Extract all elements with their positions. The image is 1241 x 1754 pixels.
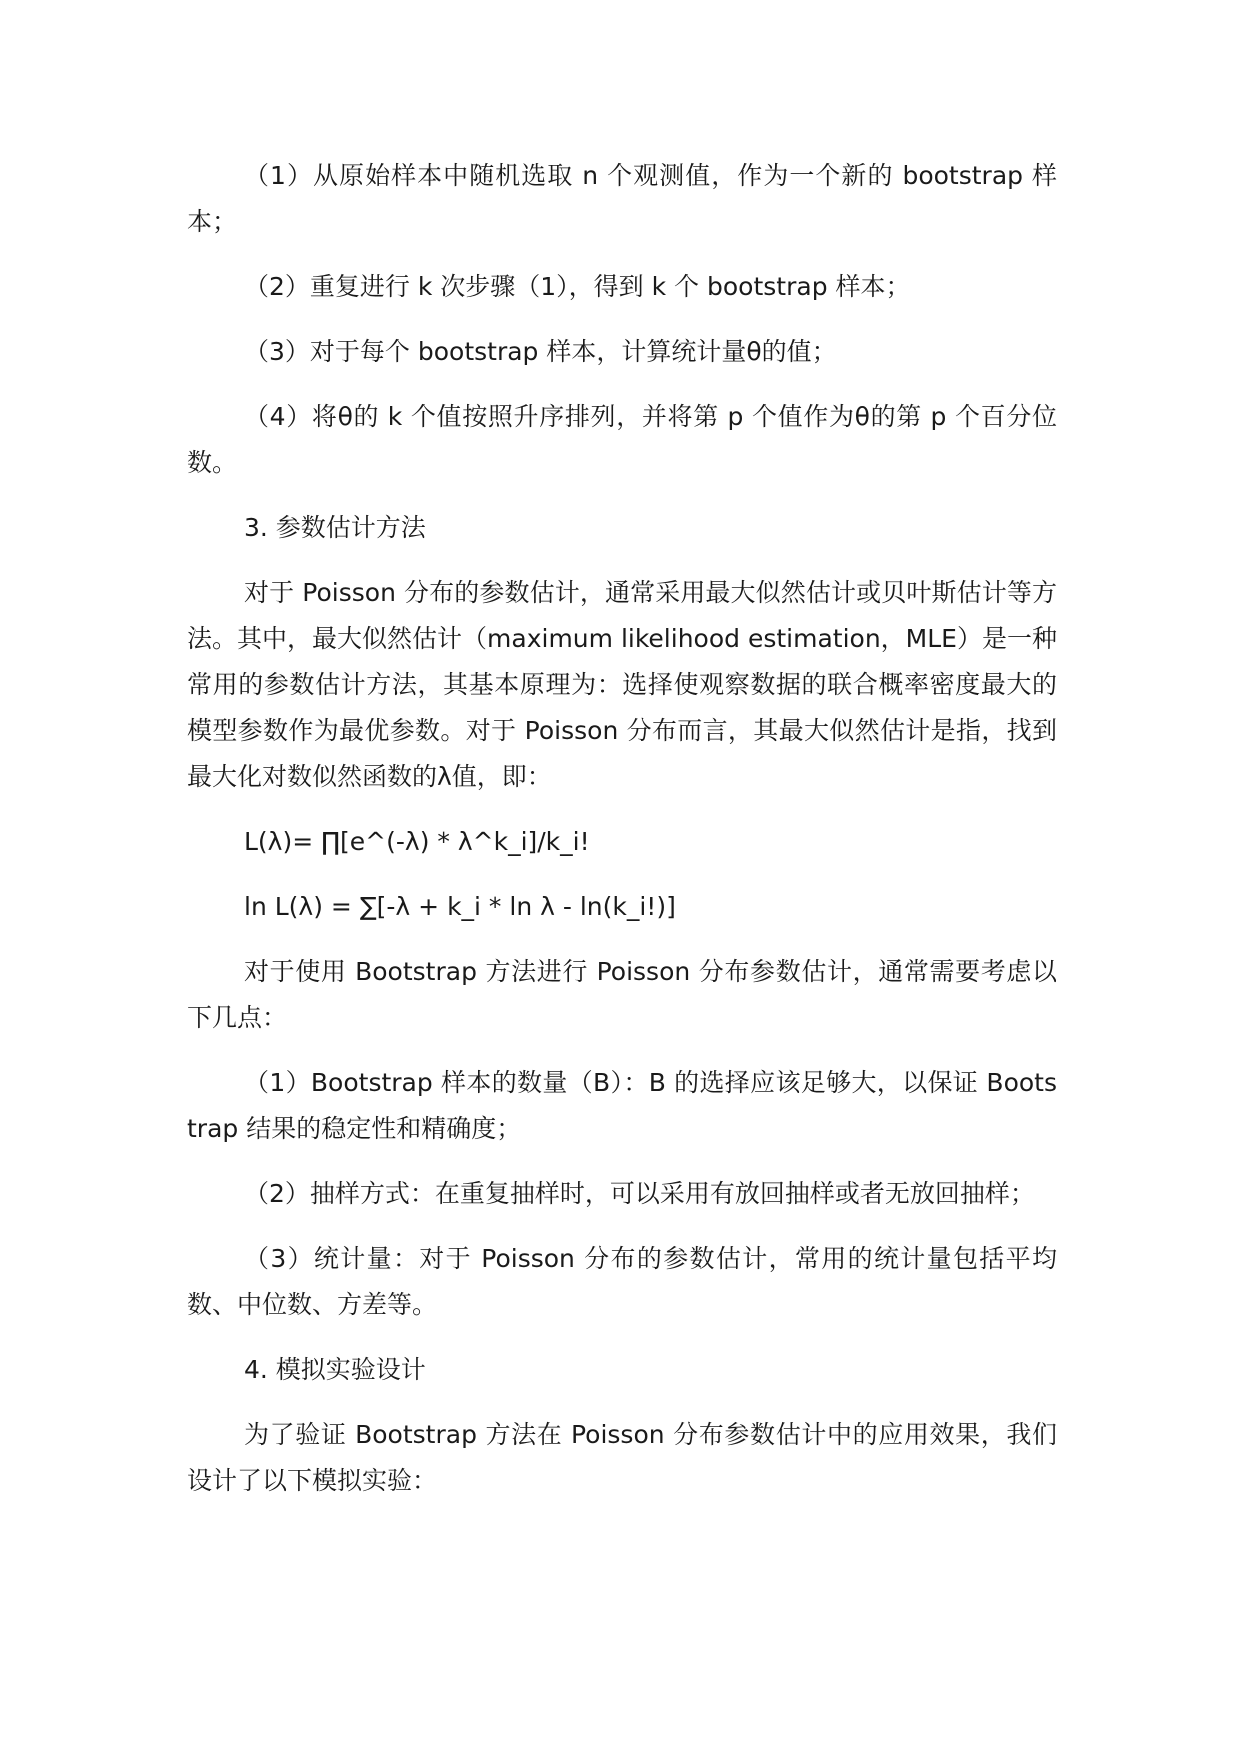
step-4-paragraph: （4）将θ的 k 个值按照升序排列，并将第 p 个值作为θ的第 p 个百分位数。 — [187, 402, 1057, 477]
consideration-1-paragraph: （1）Bootstrap 样本的数量（B）：B 的选择应该足够大，以保证 Bootstrap 结果的稳定性和精确度； — [187, 1068, 1057, 1143]
step-1-paragraph: （1）从原始样本中随机选取 n 个观测值，作为一个新的 bootstrap 样本； — [187, 161, 1057, 236]
section-heading-simulation-design: 4. 模拟实验设计 — [244, 1355, 426, 1384]
bootstrap-considerations-intro: 对于使用 Bootstrap 方法进行 Poisson 分布参数估计，通常需要考虑以下几点： — [187, 957, 1057, 1032]
consideration-3-paragraph: （3）统计量：对于 Poisson 分布的参数估计，常用的统计量包括平均数、中位数、方差等。 — [187, 1244, 1057, 1319]
mle-description-paragraph: 对于 Poisson 分布的参数估计，通常采用最大似然估计或贝叶斯估计等方法。其中，最大似然估计（maximum likelihood estimation，MLE）是一种常用的参数估计方法，其基本原理为：选择使观察数据的联合概率密度最大的模型参数作为最优参数。对于 Poisson 分布而言，其最大似然估计是指，找到最大化对数似然函数的λ值，即： — [187, 578, 1057, 791]
likelihood-formula: L(λ)= ∏[e^(-λ) * λ^k_i]/k_i! — [244, 827, 590, 856]
log-likelihood-formula: ln L(λ) = ∑[-λ + k_i * ln λ - ln(k_i!)] — [244, 892, 676, 921]
document-body — [187, 153, 1057, 1523]
consideration-2-paragraph: （2）抽样方式：在重复抽样时，可以采用有放回抽样或者无放回抽样； — [244, 1179, 1035, 1208]
section-heading-parameter-estimation: 3. 参数估计方法 — [244, 513, 426, 542]
simulation-intro-paragraph: 为了验证 Bootstrap 方法在 Poisson 分布参数估计中的应用效果，我们设计了以下模拟实验： — [187, 1420, 1057, 1495]
step-2-paragraph: （2）重复进行 k 次步骤（1），得到 k 个 bootstrap 样本； — [244, 272, 911, 301]
step-3-paragraph: （3）对于每个 bootstrap 样本，计算统计量θ的值； — [244, 337, 837, 366]
